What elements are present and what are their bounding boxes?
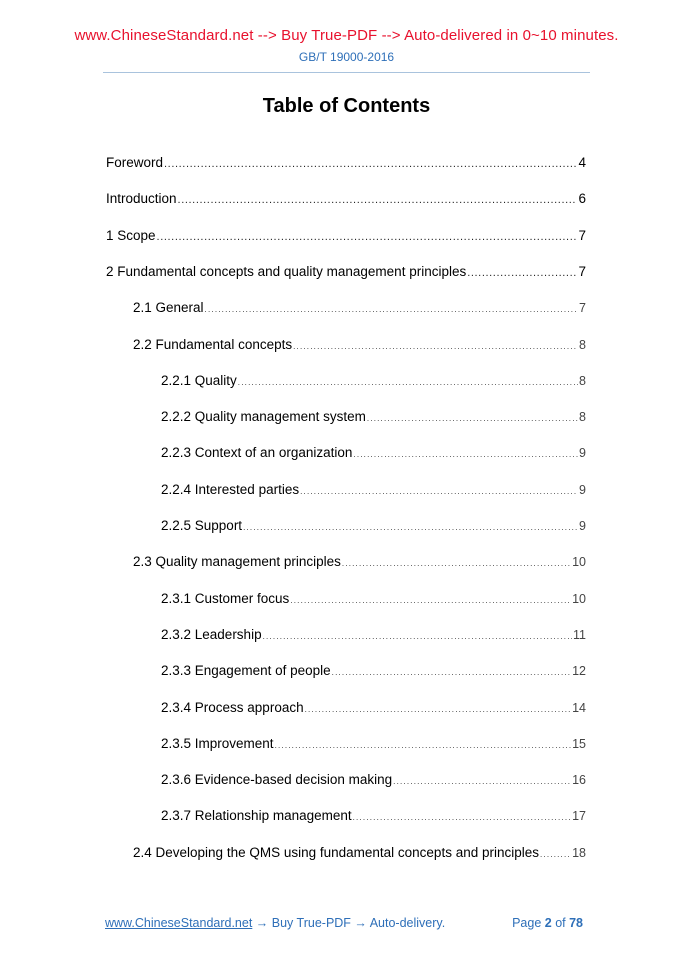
toc-leader-dots xyxy=(275,742,572,750)
toc-entry-page: 15 xyxy=(572,737,586,751)
toc-leader-dots xyxy=(353,451,578,459)
toc-entry[interactable] xyxy=(106,226,586,244)
toc-leader-dots xyxy=(305,706,572,714)
toc-leader-dots xyxy=(540,851,571,859)
toc-entry-page: 12 xyxy=(572,664,586,678)
toc-leader-dots xyxy=(205,306,579,314)
toc-entry[interactable] xyxy=(106,153,586,171)
toc-entry-label: Introduction xyxy=(106,191,177,206)
toc-entry-label: 2 Fundamental concepts and quality management principles xyxy=(106,264,467,279)
footer-promo xyxy=(105,916,445,930)
toc-entry-page: 8 xyxy=(579,410,586,424)
page-total: 78 xyxy=(569,916,583,930)
toc-entry[interactable] xyxy=(161,806,586,824)
toc-leader-dots xyxy=(393,778,571,786)
toc-leader-dots xyxy=(263,633,572,641)
toc-leader-dots xyxy=(178,195,578,205)
toc-entry-label: 2.4 Developing the QMS using fundamental concepts and principles xyxy=(133,845,539,860)
page-of: of xyxy=(551,916,570,930)
toc-entry[interactable] xyxy=(161,770,586,788)
toc-leader-dots xyxy=(157,232,578,242)
toc-entry[interactable] xyxy=(161,516,586,534)
toc-entry-label: 2.2.4 Interested parties xyxy=(161,482,300,497)
toc-entry[interactable] xyxy=(106,189,586,207)
toc-entry-label: 2.3.1 Customer focus xyxy=(161,591,290,606)
standard-number: GB/T 19000-2016 xyxy=(298,50,395,64)
toc-entry-page: 10 xyxy=(572,592,586,606)
toc-leader-dots xyxy=(353,814,571,822)
page-word: Page xyxy=(512,916,545,930)
toc-entry-page: 16 xyxy=(572,773,586,787)
page-counter xyxy=(512,916,583,930)
toc-entry-label: 2.3.5 Improvement xyxy=(161,736,274,751)
toc-entry-label: 2.2.5 Support xyxy=(161,518,243,533)
toc-entry-label: 2.2 Fundamental concepts xyxy=(133,337,293,352)
toc-entry[interactable] xyxy=(161,589,586,607)
toc-entry-label: 2.3.2 Leadership xyxy=(161,627,262,642)
toc-entry-label: Foreword xyxy=(106,155,164,170)
toc-entry[interactable] xyxy=(133,298,586,316)
toc-leader-dots xyxy=(342,560,571,568)
toc-entry-page: 9 xyxy=(579,519,586,533)
promo-banner[interactable]: www.ChineseStandard.net --> Buy True-PDF --> Auto-delivered in 0~10 minutes. xyxy=(74,27,619,44)
toc-entry-page: 11 xyxy=(573,628,586,642)
toc-entry[interactable] xyxy=(133,335,586,353)
toc-entry-page: 6 xyxy=(578,191,586,206)
toc-leader-dots xyxy=(300,488,578,496)
toc-entry-page: 7 xyxy=(578,228,586,243)
toc-entry[interactable] xyxy=(161,734,586,752)
toc-entry-label: 2.3.3 Engagement of people xyxy=(161,663,331,678)
page-title: Table of Contents xyxy=(262,95,431,117)
toc-entry[interactable] xyxy=(161,480,586,498)
toc-entry-label: 2.3.4 Process approach xyxy=(161,700,304,715)
toc-leader-dots xyxy=(243,524,578,532)
toc-leader-dots xyxy=(293,343,578,351)
toc-entry-page: 4 xyxy=(578,155,586,170)
toc-entry-page: 10 xyxy=(572,555,586,569)
toc-entry-page: 8 xyxy=(579,374,586,388)
toc-entry-page: 17 xyxy=(572,809,586,823)
toc-entry[interactable] xyxy=(133,843,586,861)
toc-entry-label: 2.3.6 Evidence-based decision making xyxy=(161,772,393,787)
toc-entry-page: 14 xyxy=(572,701,586,715)
footer-site-link[interactable]: www.ChineseStandard.net xyxy=(105,916,253,930)
toc-entry-page: 9 xyxy=(579,446,586,460)
toc-entry[interactable] xyxy=(161,698,586,716)
toc-entry-page: 7 xyxy=(579,301,586,315)
toc-entry-page: 7 xyxy=(578,264,586,279)
toc-leader-dots xyxy=(164,159,577,169)
toc-entry[interactable] xyxy=(161,407,586,425)
toc-entry[interactable] xyxy=(161,625,586,643)
toc-entry-label: 2.3.7 Relationship management xyxy=(161,808,352,823)
toc-entry-page: 8 xyxy=(579,338,586,352)
page-footer xyxy=(105,916,585,934)
toc-entry-page: 18 xyxy=(572,846,586,860)
page-current: 2 xyxy=(544,916,552,930)
toc-entry-page: 9 xyxy=(579,483,586,497)
toc-entry-label: 2.2.1 Quality xyxy=(161,373,237,388)
toc-entry[interactable] xyxy=(161,371,586,389)
toc-entry-label: 2.1 General xyxy=(133,300,204,315)
toc-entry[interactable] xyxy=(161,443,586,461)
toc-leader-dots xyxy=(332,669,571,677)
toc-entry-label: 2.2.2 Quality management system xyxy=(161,409,366,424)
toc-entry-label: 1 Scope xyxy=(106,228,156,243)
toc-entry[interactable] xyxy=(106,262,586,280)
toc-leader-dots xyxy=(367,415,578,423)
toc-leader-dots xyxy=(238,379,578,387)
toc-entry-label: 2.3 Quality management principles xyxy=(133,554,341,569)
toc-entry[interactable] xyxy=(133,552,586,570)
toc-leader-dots xyxy=(290,597,571,605)
toc-leader-dots xyxy=(467,268,577,278)
footer-tagline: → Buy True-PDF → Auto-delivery. xyxy=(252,916,446,930)
toc-entry-label: 2.2.3 Context of an organization xyxy=(161,445,353,460)
toc-entry[interactable] xyxy=(161,661,586,679)
